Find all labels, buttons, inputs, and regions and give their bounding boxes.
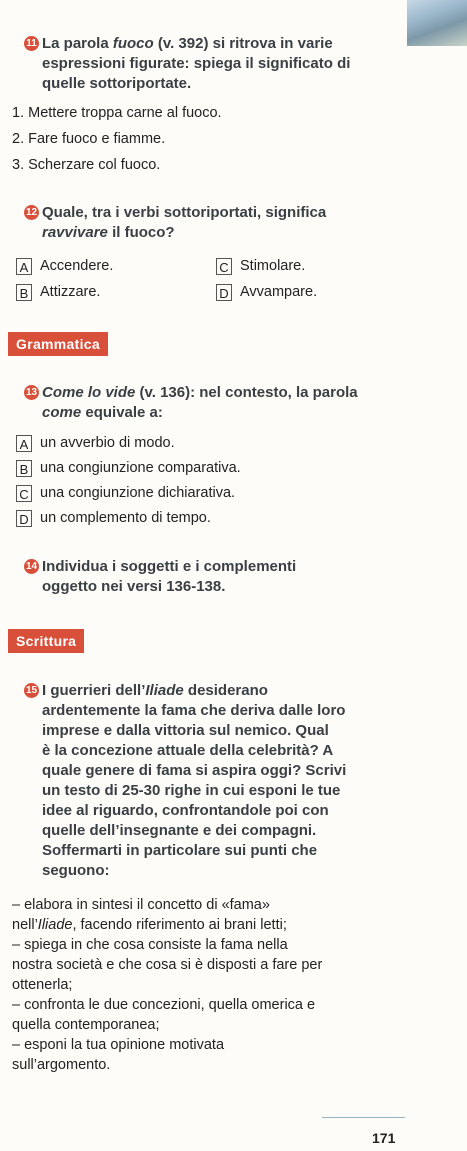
question-11: 11 La parola fuoco (v. 392) si ritrova in varie espressioni figurate: spiega il significato di quelle sottoriportate. 1. Mettere troppa carne al fuoco. 2. Fare fuoco e fiamme. 3. Scherzare col fuoco. bbox=[12, 34, 455, 175]
option-b[interactable]: B una congiunzione comparativa. bbox=[16, 459, 455, 477]
option-a[interactable]: A Accendere. bbox=[16, 257, 216, 275]
question-13: 13 Come lo vide (v. 136): nel contesto, la parola come equivale a: A un avverbio di modo. B una congiunzione comparativa. C una congiunzione dichiarativa. D un complemento di tempo. bbox=[12, 383, 455, 527]
section-grammatica bbox=[8, 332, 455, 356]
option-letter-box: B bbox=[16, 460, 32, 477]
option-d[interactable]: D Avvampare. bbox=[216, 283, 416, 301]
question-15-bullets: – elabora in sintesi il concetto di «fama» nell’Iliade, facendo riferimento ai brani letti; – spiega in che cosa consiste la fama nella nostra società e che cosa si è disposti a fare per ottenerla; – confronta le due concezioni, quella omerica e quella contemporanea; – esponi la tua opinione motivata sull’argomento. bbox=[12, 897, 323, 1073]
option-letter-box: A bbox=[16, 258, 32, 275]
section-scrittura bbox=[8, 629, 455, 653]
question-12-options bbox=[16, 257, 455, 301]
option-letter-box: C bbox=[216, 258, 232, 275]
question-14: 14 Individua i soggetti e i complementi oggetto nei versi 136-138. bbox=[25, 558, 297, 595]
option-d[interactable]: D un complemento di tempo. bbox=[16, 509, 455, 527]
page-number: 171 bbox=[372, 1130, 396, 1146]
question-number-badge: 13 bbox=[25, 387, 38, 398]
option-a[interactable]: A un avverbio di modo. bbox=[16, 434, 455, 452]
option-letter-box: C bbox=[16, 485, 32, 502]
question-12: 12 Quale, tra i verbi sottoriportati, significa ravvivare il fuoco? A Accendere. C Stimolare. B Attizzare. D Avvampare. bbox=[12, 203, 455, 301]
question-15: 15 I guerrieri dell’Iliade desiderano ardentemente la fama che deriva dalle loro imprese e dalla vittoria sul nemico. Qual è la concezione attuale della celebrità? A quale genere di fama si aspira oggi? Scrivi un testo di 25-30 righe in cui esponi le tue idee al riguardo, confrontandole poi con quelle dell’insegnante e dei compagni. Soffermarti in particolare sui punti che seguono: – elabora in sintesi il concetto di «fama» nell’Iliade, facendo riferimento ai brani letti; – spiega in che cosa consiste la fama nella nostra società e che cosa si è disposti a fare per ottenerla; – confronta le due concezioni, quella omerica e quella contemporanea; – esponi la tua opinione motivata sull’argomento. bbox=[12, 681, 455, 1075]
list-item: 2. Fare fuoco e fiamme. bbox=[12, 131, 166, 147]
option-letter-box: D bbox=[216, 284, 232, 301]
option-letter-box: B bbox=[16, 284, 32, 301]
section-label: Scrittura bbox=[8, 629, 84, 653]
list-item: 3. Scherzare col fuoco. bbox=[12, 157, 161, 173]
question-number-badge: 12 bbox=[25, 207, 38, 218]
section-label: Grammatica bbox=[8, 332, 108, 356]
option-c[interactable]: C Stimolare. bbox=[216, 257, 416, 275]
footer-divider bbox=[322, 1117, 405, 1118]
question-number-badge: 11 bbox=[24, 36, 39, 51]
question-number-badge: 14 bbox=[25, 561, 38, 572]
option-c[interactable]: C una congiunzione dichiarativa. bbox=[16, 484, 455, 502]
option-letter-box: A bbox=[16, 435, 32, 452]
question-13-options bbox=[16, 434, 455, 527]
option-b[interactable]: B Attizzare. bbox=[16, 283, 216, 301]
list-item: 1. Mettere troppa carne al fuoco. bbox=[12, 105, 222, 121]
question-number-badge: 15 bbox=[25, 685, 38, 696]
question-11-items bbox=[12, 103, 455, 175]
option-letter-box: D bbox=[16, 510, 32, 527]
